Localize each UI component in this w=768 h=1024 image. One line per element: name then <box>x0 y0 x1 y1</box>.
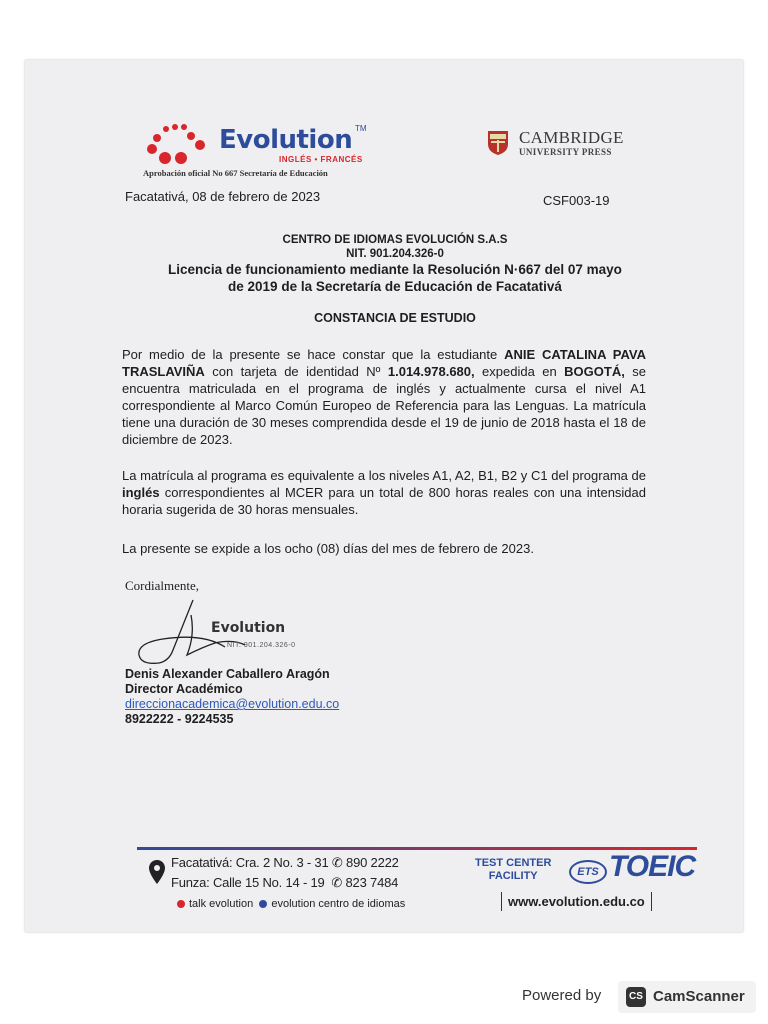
powered-by-label: Powered by <box>522 987 602 1004</box>
ets-logo: ETS <box>569 860 607 884</box>
instagram-icon <box>177 900 185 908</box>
paragraph-equivalence: La matrícula al programa es equivalente a los niveles A1, A2, B1, B2 y C1 del programa de inglés correspondientes al MCER para un total de 800 horas reales con una intensidad horaria sugerida de 30 horas mensuales. <box>122 468 646 517</box>
signer-email-link[interactable]: direccionacademica@evolution.edu.co <box>125 697 340 711</box>
license-line-1: Licencia de funcionamiento mediante la Resolución N·667 del 07 mayo <box>168 262 622 277</box>
approval-note: Aprobación oficial No 667 Secretaría de Educación <box>143 168 328 178</box>
cambridge-shield-icon <box>487 130 509 156</box>
stamp-nit: NIT. 901.204.326-0 <box>227 642 296 649</box>
camscanner-name: CamScanner <box>653 988 745 1005</box>
location-pin-icon <box>149 860 165 884</box>
cambridge-title: CAMBRIDGE <box>519 128 624 147</box>
document-code: CSF003-19 <box>543 193 610 208</box>
paragraph-issuance: La presente se expide a los ocho (08) días del mes de febrero de 2023. <box>122 541 534 556</box>
institution-nit: NIT. 901.204.326-0 <box>346 248 444 260</box>
date-line: Facatativá, 08 de febrero de 2023 <box>125 189 321 204</box>
stamp-brand: Evolution <box>211 620 286 636</box>
signer-name: Denis Alexander Caballero Aragón <box>125 667 330 681</box>
student-name: ANIE CATALINA PAVA TRASLAVIÑA <box>122 347 647 379</box>
trademark: TM <box>355 124 367 133</box>
brand-name: Evolution <box>219 125 353 155</box>
signer-phones: 8922222 - 9224535 <box>125 712 234 726</box>
signer-role: Director Académico <box>125 682 243 696</box>
test-center-label: TEST CENTER FACILITY <box>475 857 552 882</box>
phone-icon: ✆ <box>331 855 343 870</box>
student-id: 1.014.978.680, <box>387 364 475 379</box>
phone-icon: ✆ <box>331 875 343 890</box>
license-line-2: de 2019 de la Secretaría de Educación de Facatativá <box>228 279 562 294</box>
camscanner-badge <box>618 981 756 1013</box>
signer-block <box>125 667 339 727</box>
paragraph-enrollment: Por medio de la presente se hace constar que la estudiante ANIE CATALINA PAVA TRASLAVIÑA con tarjeta de identidad Nº 1.014.978.680, expedida en BOGOTÁ, se encuentra matriculada en el programa de inglés y actualmente cursa el nivel A1 correspondiente al Marco Común Europeo de Referencia para las Lenguas. La matrícula tiene una duración de 30 meses comprendida desde el 19 de junio de 2018 hasta el 18 de diciembre de 2023. <box>122 347 647 447</box>
camscanner-icon: CS <box>626 987 646 1007</box>
address-facatativa: Facatativá: Cra. 2 No. 3 - 31 ✆ 890 2222 <box>171 855 399 870</box>
scanned-document <box>25 60 743 932</box>
facebook-icon <box>259 900 267 908</box>
issue-city: BOGOTÁ, <box>564 364 625 379</box>
closing: Cordialmente, <box>125 578 200 593</box>
brand-tagline: INGLÉS • FRANCÉS <box>279 155 363 164</box>
cambridge-subtitle: UNIVERSITY PRESS <box>519 147 612 157</box>
address-funza: Funza: Calle 15 No. 14 - 19 ✆ 823 7484 <box>171 875 399 890</box>
evolution-logo <box>143 122 403 182</box>
institution-name: CENTRO DE IDIOMAS EVOLUCIÓN S.A.S <box>282 234 508 246</box>
cambridge-logo <box>487 128 637 160</box>
logo-dots-icon <box>143 122 213 164</box>
website-link[interactable]: www.evolution.edu.co <box>501 892 652 911</box>
social-handles: talk evolution evolution centro de idiomas <box>177 898 405 910</box>
toeic-logo: TOEIC <box>609 850 696 883</box>
document-title: CONSTANCIA DE ESTUDIO <box>314 311 476 325</box>
